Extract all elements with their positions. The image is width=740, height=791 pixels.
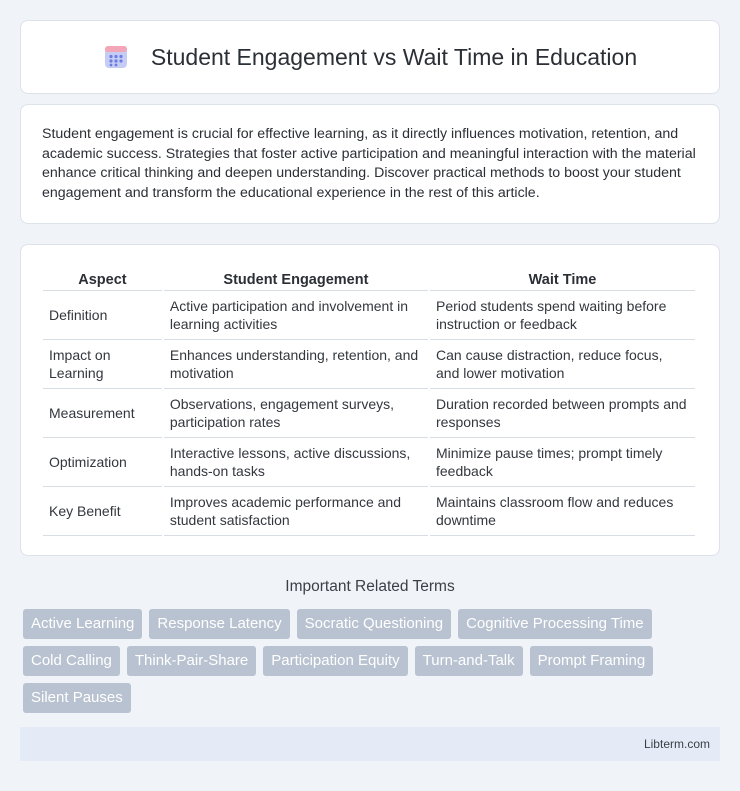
page-title: Student Engagement vs Wait Time in Education [150,43,638,70]
column-header-wait-time: Wait Time [430,265,695,291]
table-cell: Key Benefit [43,487,162,536]
table-cell: Definition [43,291,162,340]
footer [20,727,720,761]
related-term-tag[interactable]: Cognitive Processing Time [458,609,652,639]
related-term-tag[interactable]: Cold Calling [23,646,120,676]
table-cell: Active participation and involvement in learning activities [164,291,428,340]
related-terms-list [23,609,703,720]
table-cell: Enhances understanding, retention, and motivation [164,340,428,389]
related-terms-title: Important Related Terms [285,578,455,595]
related-term-tag[interactable]: Silent Pauses [23,683,131,713]
related-term-tag[interactable]: Prompt Framing [530,646,654,676]
related-term-tag[interactable]: Socratic Questioning [297,609,451,639]
related-term-tag[interactable]: Participation Equity [263,646,407,676]
table-cell: Duration recorded between prompts and responses [430,389,695,438]
header-card [20,20,720,94]
footer-site-link[interactable]: Libterm.com [643,737,710,751]
related-term-tag[interactable]: Response Latency [149,609,289,639]
column-header-aspect: Aspect [43,265,162,291]
comparison-table [41,265,697,536]
table-row [43,487,695,536]
table-cell: Minimize pause times; prompt timely feedback [430,438,695,487]
table-cell: Period students spend waiting before instruction or feedback [430,291,695,340]
table-row [43,340,695,389]
table-cell: Maintains classroom flow and reduces downtime [430,487,695,536]
comparison-table-card [20,244,720,556]
intro-card [20,104,720,224]
table-cell: Observations, engagement surveys, participation rates [164,389,428,438]
calendar-grid-icon [103,44,129,70]
table-row [43,438,695,487]
table-cell: Impact on Learning [43,340,162,389]
related-term-tag[interactable]: Active Learning [23,609,142,639]
table-cell: Can cause distraction, reduce focus, and lower motivation [430,340,695,389]
table-cell: Measurement [43,389,162,438]
related-term-tag[interactable]: Think-Pair-Share [127,646,256,676]
table-cell: Optimization [43,438,162,487]
intro-text: Student engagement is crucial for effective learning, as it directly influences motivation, retention, and academic success. Strategies that foster active participation and meaningful interaction with the material enhance critical thinking and deepen understanding. Discover practical methods to boost your student engagement and transform the educational experience in the rest of this article. [42,126,696,201]
table-header-row [43,265,695,291]
table-row [43,389,695,438]
related-term-tag[interactable]: Turn-and-Talk [415,646,523,676]
column-header-student-engagement: Student Engagement [164,265,428,291]
table-cell: Improves academic performance and student satisfaction [164,487,428,536]
table-cell: Interactive lessons, active discussions, hands-on tasks [164,438,428,487]
table-row [43,291,695,340]
